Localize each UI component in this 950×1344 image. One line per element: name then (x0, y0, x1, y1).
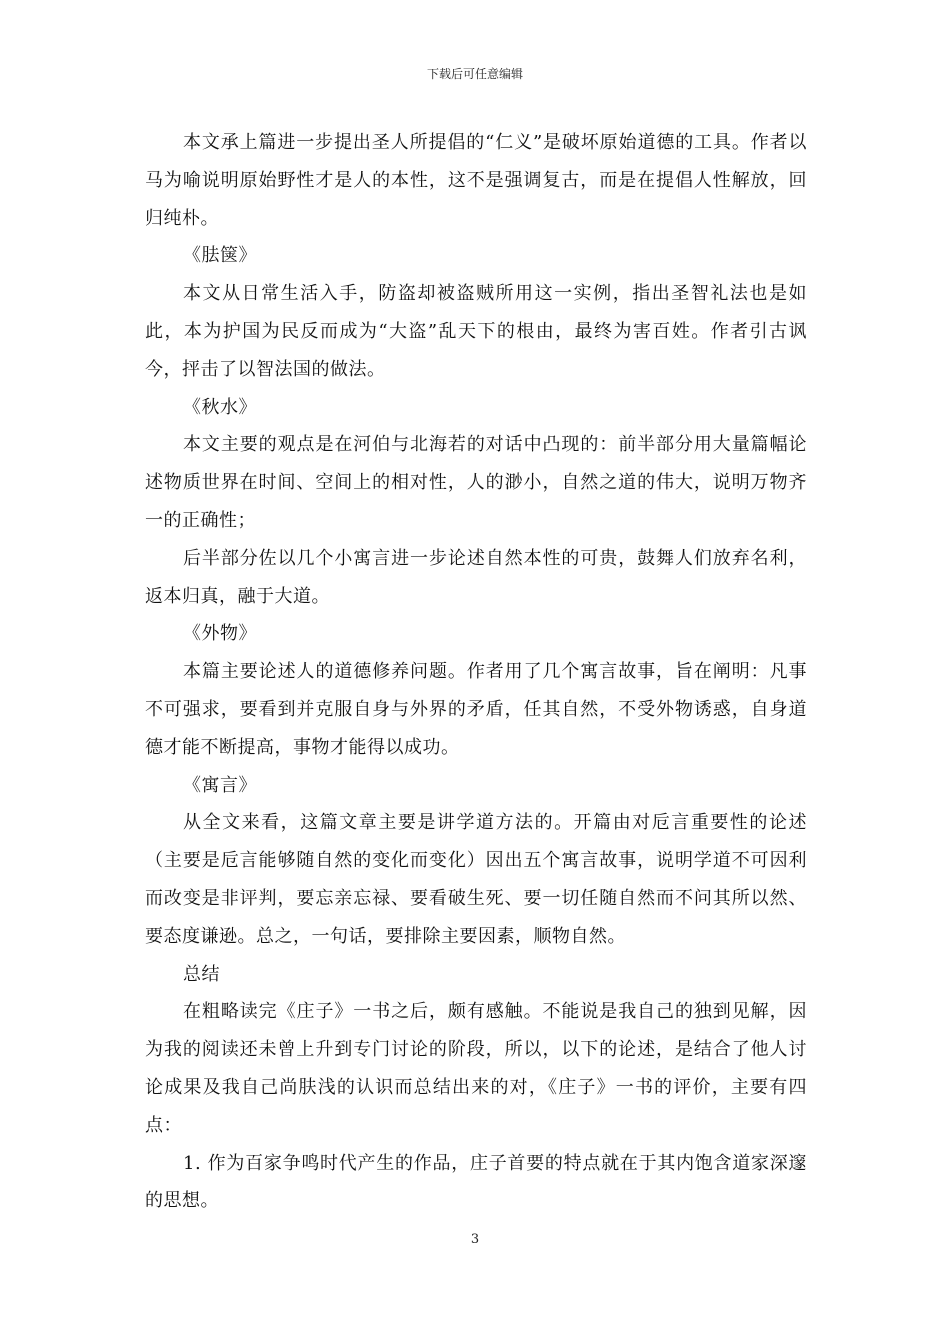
section-title: 《寓言》 (183, 774, 257, 796)
document-body (145, 124, 807, 1220)
page-number: 3 (470, 1232, 480, 1247)
paragraph: 后半部分佐以几个小寓言进一步论述自然本性的可贵，鼓舞人们放弃名利，返本归真，融于大道。 (145, 547, 807, 607)
section-title: 《胠箧》 (183, 245, 257, 267)
paragraph: 1. 作为百家争鸣时代产生的作品，庄子首要的特点就在于其内饱含道家深邃的思想。 (145, 1152, 807, 1212)
paragraph: 本文从日常生活入手，防盗却被盗贼所用这一实例，指出圣智礼法也是如此，本为护国为民反而成为“大盗”乱天下的根由，最终为害百姓。作者引古讽今，抨击了以智法国的做法。 (145, 283, 807, 380)
section-title: 《外物》 (183, 623, 257, 645)
paragraph: 本文主要的观点是在河伯与北海若的对话中凸现的：前半部分用大量篇幅论述物质世界在时间、空间上的相对性，人的渺小，自然之道的伟大，说明万物齐一的正确性； (145, 434, 807, 531)
paragraph: 在粗略读完《庄子》一书之后，颇有感触。不能说是我自己的独到见解，因为我的阅读还未曾上升到专门讨论的阶段，所以，以下的论述，是结合了他人讨论成果及我自己尚肤浅的认识而总结出来的对，《庄子》一书的评价，主要有四点： (145, 1001, 807, 1136)
page-header: 下载后可任意编辑 (426, 67, 523, 81)
paragraph: 从全文来看，这篇文章主要是讲学道方法的。开篇由对卮言重要性的论述（主要是卮言能够随自然的变化而变化）因出五个寓言故事，说明学道不可因利而改变是非评判，要忘亲忘禄、要看破生死、要一切任随自然而不问其所以然、要态度谦逊。总之，一句话，要排除主要因素，顺物自然。 (145, 812, 807, 947)
paragraph: 本篇主要论述人的道德修养问题。作者用了几个寓言故事，旨在阐明：凡事不可强求，要看到并克服自身与外界的矛盾，任其自然，不受外物诱惑，自身道德才能不断提高，事物才能得以成功。 (145, 661, 807, 758)
section-title: 《秋水》 (183, 396, 257, 418)
paragraph: 本文承上篇进一步提出圣人所提倡的“仁义”是破坏原始道德的工具。作者以马为喻说明原始野性才是人的本性，这不是强调复古，而是在提倡人性解放，回归纯朴。 (145, 132, 807, 229)
section-title: 总结 (183, 963, 220, 985)
